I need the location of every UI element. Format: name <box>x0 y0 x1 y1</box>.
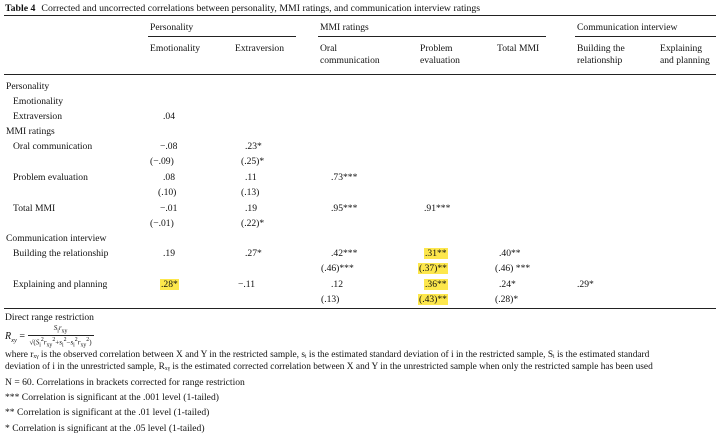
cell-highlighted <box>424 248 448 259</box>
cell: .24* <box>499 279 516 290</box>
col-oral-line2: communication <box>320 55 380 66</box>
cell-corrected: (.46) *** <box>495 263 531 274</box>
highlight-mark: .31** <box>425 248 447 259</box>
cell: .27* <box>245 248 262 259</box>
cell: .29* <box>577 279 594 290</box>
row-total-mmi: Total MMI <box>13 203 56 214</box>
cell-corrected: (.13) <box>241 187 260 198</box>
row-oral: Oral communication <box>13 141 93 152</box>
col-problem-line2: evaluation <box>420 55 460 66</box>
cell: .42*** <box>331 248 358 259</box>
footnote-where: where rₓᵧ is the observed correlation between X and Y in the restricted sample, sᵢ is the estimated standard deviation of i in the restricted sample, Sᵢ is the estimated standard <box>5 350 650 360</box>
comm-group-rule <box>575 36 716 37</box>
footnote-n: N = 60. Correlations in brackets corrected for range restriction <box>5 377 245 388</box>
footnote-drr: Direct range restriction <box>5 312 94 323</box>
cell-highlighted <box>424 279 448 290</box>
col-problem-line1: Problem <box>420 43 453 54</box>
col-emotionality: Emotionality <box>150 43 201 54</box>
cell-corrected-highlighted <box>418 294 448 305</box>
highlight-mark: .36** <box>425 279 447 290</box>
row-problem: Problem evaluation <box>13 172 88 183</box>
group-mmi: MMI ratings <box>320 22 369 33</box>
cell: .04 <box>163 111 175 122</box>
highlight-mark: (.43)** <box>419 294 447 305</box>
cell: .12 <box>331 279 343 290</box>
row-emotionality: Emotionality <box>13 96 64 107</box>
footnote-where-2: deviation of i in the unrestricted sample, Rₓᵧ is the estimated corrected correlation between X and Y in the unrestricted sample when only the restricted sample has been used <box>5 362 653 372</box>
row-group-mmi: MMI ratings <box>6 126 55 137</box>
cell-corrected: (.13) <box>321 294 340 305</box>
col-total-mmi: Total MMI <box>497 43 540 54</box>
cell-corrected: (.28)* <box>495 294 519 305</box>
cell-corrected: (−.01) <box>150 218 174 229</box>
cell-corrected: (.10) <box>158 187 177 198</box>
cell: .11 <box>245 172 257 183</box>
mmi-group-rule <box>318 36 546 37</box>
col-oral-line1: Oral <box>320 43 338 54</box>
col-extraversion: Extraversion <box>235 43 285 54</box>
col-explaining-line1: Explaining <box>660 43 703 54</box>
cell-corrected: (.22)* <box>241 218 265 229</box>
row-extraversion: Extraversion <box>13 111 63 122</box>
cell: .73*** <box>331 172 358 183</box>
cell: −.11 <box>238 279 256 290</box>
col-building-line2: relationship <box>577 55 623 66</box>
group-personality: Personality <box>150 22 194 33</box>
col-building-line1: Building the <box>577 43 625 54</box>
highlight-mark: (.37)** <box>419 263 447 274</box>
cell: .91*** <box>424 203 451 214</box>
top-rule <box>4 15 716 16</box>
cell-corrected: (.25)* <box>241 156 265 167</box>
highlight-mark: .28* <box>161 279 178 290</box>
cell: −.08 <box>160 141 178 152</box>
cell-corrected: (.46)*** <box>321 263 354 274</box>
footnote-p01: ** Correlation is significant at the .01 level (1-tailed) <box>5 407 210 418</box>
cell: .23* <box>245 141 262 152</box>
table-caption: Corrected and uncorrected correlations between personality, MMI ratings, and communication interview ratings <box>41 3 481 14</box>
personality-group-rule <box>148 36 296 37</box>
cell-highlighted <box>160 279 179 290</box>
cell: −.01 <box>160 203 178 214</box>
row-explaining: Explaining and planning <box>13 279 108 290</box>
table-title <box>5 3 480 14</box>
row-group-personality: Personality <box>6 81 50 92</box>
row-building: Building the relationship <box>13 248 109 259</box>
header-rule <box>4 74 716 75</box>
table-label: Table 4 <box>5 3 36 14</box>
footnote-p001: *** Correlation is significant at the .001 level (1-tailed) <box>5 392 219 403</box>
cell: .19 <box>163 248 175 259</box>
cell: .19 <box>245 203 257 214</box>
bottom-rule <box>4 308 716 309</box>
cell-corrected-highlighted <box>418 263 448 274</box>
group-comm: Communication interview <box>577 22 678 33</box>
col-explaining-line2: and planning <box>660 55 710 66</box>
footnote-p05: * Correlation is significant at the .05 level (1-tailed) <box>5 423 205 434</box>
cell-corrected: (−.09) <box>150 156 174 167</box>
cell: .95*** <box>331 203 358 214</box>
row-group-comm: Communication interview <box>6 233 107 244</box>
cell: .40** <box>499 248 521 259</box>
range-restriction-formula: $R_{xy}$ = $\frac{S_ir_{xy}}{√(S_i^2r_{xy}^2+s_i^2-s_i^2r_{xy}^2)}$ <box>5 324 92 350</box>
cell: .08 <box>163 172 175 183</box>
formula-fraction: $\frac{S_ir_{xy}}{√(S_i^2r_{xy}^2+s_i^2-s_i^2r_{xy}^2)}$ <box>29 324 92 350</box>
